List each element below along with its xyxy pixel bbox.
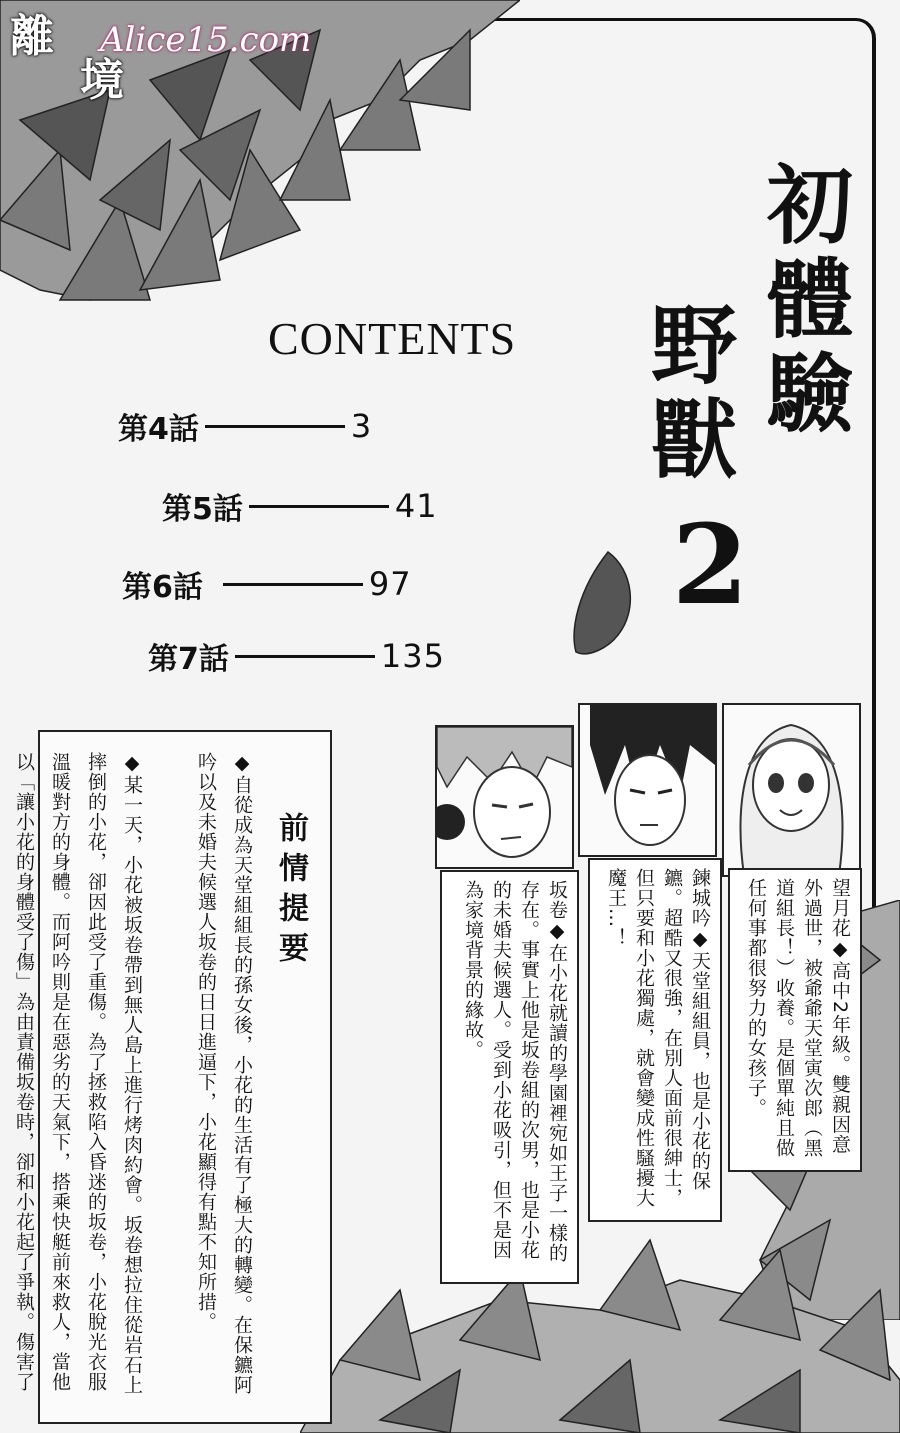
character-desc-sakamaki: 坂卷◆在小花就讀的學園裡宛如王子一樣的存在。事實上他是坂卷組的次男，也是小花的未婚夫候選人。受到小花吸引，但不是因為家境背景的緣故。 — [462, 880, 568, 1263]
summary-paragraph-2: ◆某一天，小花被坂卷帶到無人島上進行烤肉約會。坂卷想拉住從岩石上摔倒的小花，卻因此受了重傷。為了拯救陷入昏迷的坂卷，小花脫光衣服溫暖對方的身體。而阿吟則是在惡劣的天氣下，搭乘快艇前來救人，當他以「讓小花的身體受了傷」為由責備坂卷時，卻和小花起了爭執。傷害了 — [13, 752, 143, 1395]
petal-decoration — [568, 550, 638, 660]
contents-heading: CONTENTS — [268, 313, 517, 364]
toc-page-number: 135 — [380, 637, 445, 675]
character-card-gin — [588, 858, 722, 1222]
summary-title: 前情提要 — [273, 812, 308, 972]
toc-leader — [205, 425, 345, 428]
story-summary-box — [13, 730, 332, 1424]
toc-page-number: 97 — [368, 565, 412, 603]
toc-entry-1[interactable] — [118, 404, 372, 448]
portrait-hana-sketch — [724, 705, 859, 875]
toc-chapter-label: 第4話 — [118, 412, 199, 447]
character-desc-hana: 望月花◆高中2年級。雙親因意外過世，被爺爺天堂寅次郎（黑道組長！）收養。是個單純且做任何事都很努力的女孩子。 — [745, 878, 851, 1158]
title-line-1: 初體驗 — [752, 160, 853, 442]
portrait-gin-sketch — [580, 705, 715, 855]
toc-chapter-label: 第7話 — [148, 642, 229, 677]
toc-leader — [249, 505, 389, 508]
toc-page-number: 3 — [350, 407, 373, 445]
volume-number: 2 — [672, 500, 749, 629]
character-card-sakamaki — [440, 870, 579, 1284]
watermark-char-2: 境 — [80, 55, 124, 106]
summary-paragraph-1: ◆自從成為天堂組組長的孫女後，小花的生活有了極大的轉變。在保鑣阿吟以及未婚夫候選人坂卷的日日進逼下，小花顯得有點不知所措。 — [195, 752, 253, 1395]
toc-leader — [235, 655, 375, 658]
watermark-char-1: 離 — [10, 11, 54, 62]
toc-chapter-label: 第6話 — [122, 570, 203, 605]
character-card-hana — [728, 868, 862, 1172]
portrait-sakamaki-sketch — [437, 727, 572, 867]
character-portrait-hana — [722, 703, 861, 877]
toc-entry-3[interactable] — [122, 562, 412, 606]
watermark-site-name: Alice15.com — [100, 20, 312, 60]
character-portrait-sakamaki — [435, 725, 574, 869]
site-watermark — [4, 10, 312, 120]
toc-leader — [223, 583, 363, 586]
toc-entry-2[interactable] — [162, 484, 438, 528]
toc-page-number: 41 — [394, 487, 438, 525]
title-line-2: 野獸 — [636, 300, 737, 488]
character-desc-gin: 鍊城吟◆天堂組組員，也是小花的保鑣。超酷又很強，在別人面前很紳士，但只要和小花獨處，就會變成性騷擾大魔王…！ — [605, 868, 711, 1208]
toc-chapter-label: 第5話 — [162, 492, 243, 527]
character-portrait-gin — [578, 703, 717, 857]
toc-entry-4[interactable] — [148, 634, 445, 678]
